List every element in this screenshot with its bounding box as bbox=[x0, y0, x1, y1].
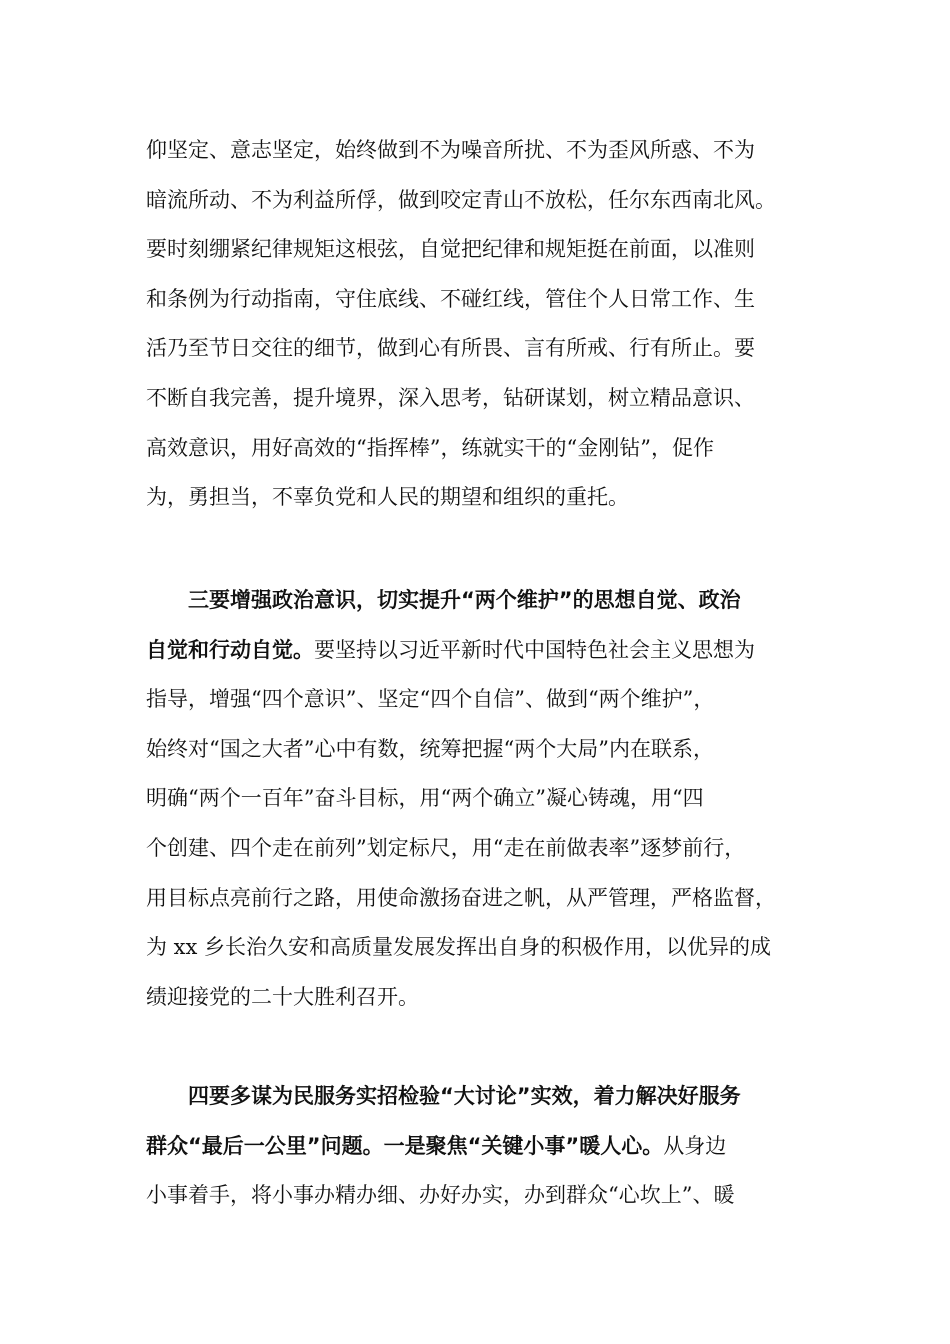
text-line: 为，勇担当，不辜负党和人民的期望和组织的重托。 bbox=[146, 485, 629, 510]
text-line: 活乃至节日交往的细节，做到心有所畏、言有所戒、行有所止。要 bbox=[146, 336, 755, 361]
text-line: 绩迎接党的二十大胜利召开。 bbox=[146, 984, 419, 1009]
section-heading-end: 群众“最后一公里”问题。一是聚焦“关键小事”暖人心。 bbox=[146, 1133, 664, 1158]
text-line bbox=[146, 626, 826, 676]
text-line bbox=[146, 1122, 826, 1172]
paragraph-discipline bbox=[146, 126, 826, 523]
paragraph-political-awareness bbox=[146, 576, 826, 1022]
section-heading: 三要增强政治意识，切实提升“两个维护”的思想自觉、政治 bbox=[188, 588, 741, 612]
text-line: 小事着手，将小事办精办细、办好办实，办到群众“心坎上”、暖 bbox=[146, 1183, 735, 1208]
text-line: 用目标点亮前行之路，用使命激扬奋进之帆，从严管理，严格监督， bbox=[146, 885, 776, 910]
section-heading-end: 自觉和行动自觉。 bbox=[146, 637, 314, 662]
text-line: 高效意识，用好高效的“指挥棒”，练就实干的“金刚钻”，促作 bbox=[146, 435, 714, 460]
paragraph-serve-people bbox=[146, 1072, 826, 1221]
text-line: 不断自我完善，提升境界，深入思考，钻研谋划，树立精品意识、 bbox=[146, 385, 755, 410]
text-line: 始终对“国之大者”心中有数，统筹把握“两个大局”内在联系， bbox=[146, 736, 714, 761]
text-line: 指导，增强“四个意识”、坚定“四个自信”、做到“两个维护”， bbox=[146, 687, 715, 712]
text-line: 暗流所动、不为利益所俘，做到咬定青山不放松，任尔东西南北风。 bbox=[146, 187, 776, 212]
text-line: 为 xx 乡长治久安和高质量发展发挥出自身的积极作用，以优异的成 bbox=[146, 935, 772, 960]
text-segment: 从身边 bbox=[663, 1133, 727, 1158]
text-segment: 要坚持以习近平新时代中国特色社会主义思想为 bbox=[314, 637, 755, 662]
text-line: 明确“两个一百年”奋斗目标，用“两个确立”凝心铸魂，用“四 bbox=[146, 786, 704, 811]
text-line: 和条例为行动指南，守住底线、不碰红线，管住个人日常工作、生 bbox=[146, 286, 755, 311]
text-line: 要时刻绷紧纪律规矩这根弦，自觉把纪律和规矩挺在前面，以准则 bbox=[146, 237, 755, 262]
section-heading: 四要多谋为民服务实招检验“大讨论”实效，着力解决好服务 bbox=[188, 1084, 741, 1108]
text-line: 个创建、四个走在前列”划定标尺，用“走在前做表率”逐梦前行， bbox=[146, 835, 746, 860]
text-line: 仰坚定、意志坚定，始终做到不为噪音所扰、不为歪风所惑、不为 bbox=[146, 138, 755, 162]
